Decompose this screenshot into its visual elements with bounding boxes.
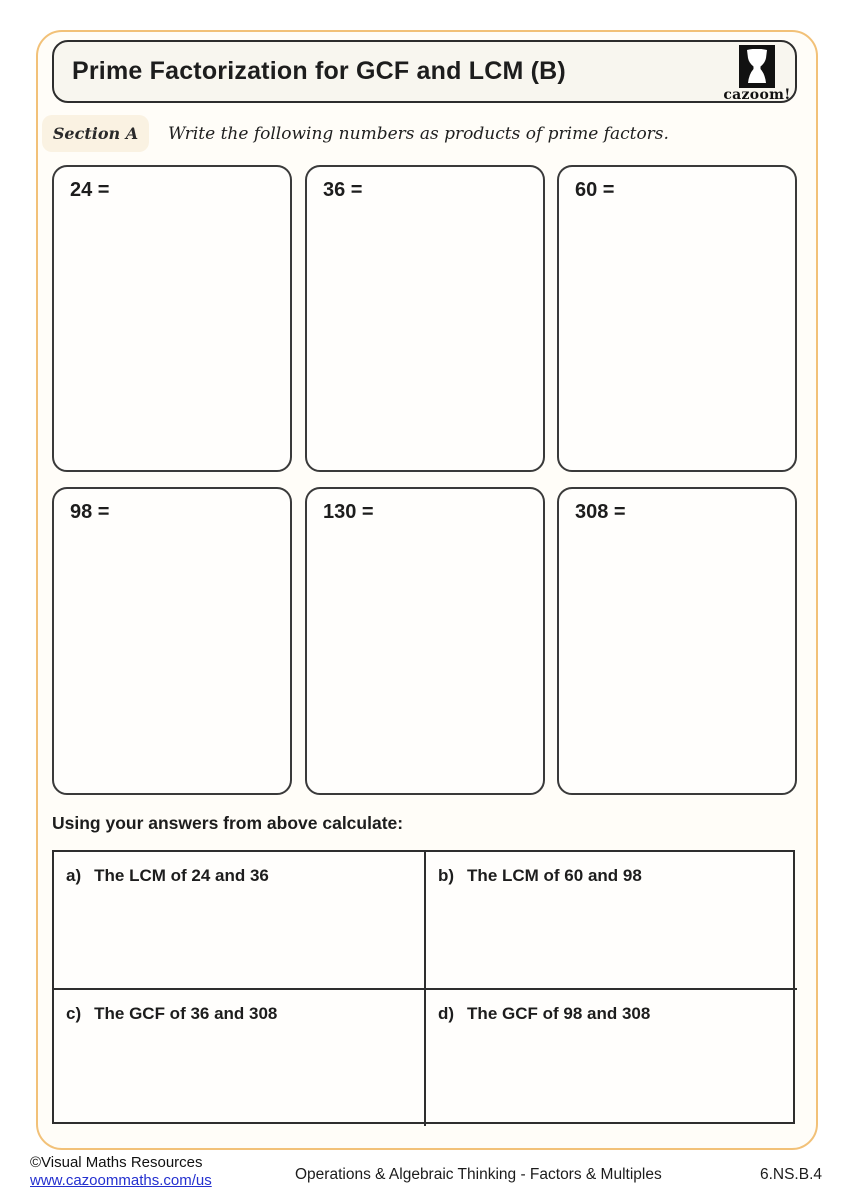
problem-marker: b) [438,866,455,885]
calculate-table [52,850,795,1124]
footer-topic: Operations & Algebraic Thinking - Factors & Multiples [295,1166,662,1183]
problem-marker: a) [66,866,82,885]
copyright-text: ©Visual Maths Resources [30,1154,203,1171]
answer-box-308[interactable] [557,487,797,795]
logo-wordmark: cazoom! [723,87,791,103]
problem-text: The GCF of 36 and 308 [94,1004,278,1023]
title-bar [52,40,797,103]
section-instruction: Write the following numbers as products of prime factors. [168,123,669,144]
page-title: Prime Factorization for GCF and LCM (B) [72,57,566,85]
problem-label [438,866,785,886]
problem-text: The LCM of 60 and 98 [467,866,642,885]
answer-box-36[interactable] [305,165,545,472]
answer-box-130[interactable] [305,487,545,795]
djembe-drum-icon [739,45,775,88]
answer-box-label: 36 = [323,179,363,201]
standard-code: 6.NS.B.4 [759,1166,822,1183]
problem-text: The LCM of 24 and 36 [94,866,269,885]
answer-box-98[interactable] [52,487,292,795]
answer-box-label: 130 = [323,501,374,523]
answer-box-24[interactable] [52,165,292,472]
problem-marker: d) [438,1004,455,1023]
answer-box-label: 60 = [575,179,615,201]
section-label: Section A [42,115,149,152]
answer-box-label: 98 = [70,501,110,523]
answer-cell-d[interactable] [426,990,797,1126]
cazoommaths-link[interactable]: www.cazoommaths.com/us [30,1172,212,1189]
problem-label [438,1004,785,1024]
calculate-heading: Using your answers from above calculate: [52,813,404,833]
problem-marker: c) [66,1004,82,1023]
answer-box-label: 308 = [575,501,626,523]
answer-cell-b[interactable] [426,852,797,990]
problem-label [66,866,412,886]
answer-cell-c[interactable] [54,990,426,1126]
cazoom-logo [718,45,796,103]
problem-label [66,1004,412,1024]
problem-text: The GCF of 98 and 308 [467,1004,651,1023]
answer-cell-a[interactable] [54,852,426,990]
footer-attribution [30,1154,212,1190]
answer-box-label: 24 = [70,179,110,201]
answer-box-60[interactable] [557,165,797,472]
